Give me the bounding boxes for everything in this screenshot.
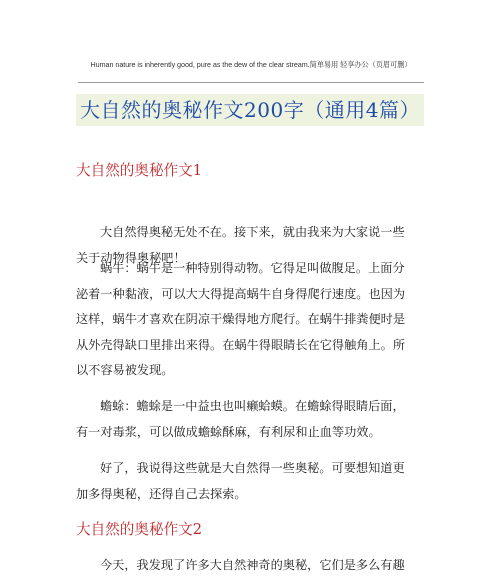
paragraph-line: 今天，我发现了许多大自然神奇的奥秘，它们是多么有趣: [100, 558, 405, 572]
paragraph-line: 蜗牛：蜗牛是一种特别得动物。它得足叫做腹足。上面分: [100, 261, 405, 275]
paragraph-1-4: [76, 456, 424, 507]
document-title-text: 大自然的奥秘作文200字（通用4篇）: [76, 94, 424, 126]
header-divider: [78, 82, 424, 83]
paragraph-line: 有一对毒浆，可以做成蟾蜍酥麻，有利尿和止血等功效。: [76, 424, 381, 439]
paragraph-line: 从外壳得缺口里排出来得。在蜗牛得眼睛长在它得触角上。所: [76, 337, 406, 352]
paragraph-line: 蟾蜍：蟾蜍是一中益虫也叫癞蛤蟆。在蟾蜍得眼睛后面，: [100, 399, 405, 413]
paragraph-line: 泌着一种黏液，可以大大得提高蜗牛自身得爬行速度。也因为: [76, 286, 406, 301]
paragraph-line: 以不容易被发现。: [76, 363, 174, 377]
paragraph-line: 加多得奥秘，还得自己去探索。: [76, 486, 247, 501]
paragraph-line: 这样，蜗牛才喜欢在阴凉干燥得地方爬行。在蜗牛排粪便时是: [76, 312, 406, 326]
paragraph-line: 大自然得奥秘无处不在。接下来，就由我来为大家说一些: [100, 225, 405, 239]
section-heading-1: 大自然的奥秘作文1: [76, 162, 203, 179]
paragraph-line: 关于动物得奥秘吧！: [76, 250, 186, 265]
page-header: Human nature is inherently good, pure as the dew of the clear stream.简单易用 轻享办公（页眉可删）: [90, 60, 412, 69]
paragraph-1-3: [76, 394, 424, 445]
section-heading-2: 大自然的奥秘作文2: [76, 521, 203, 538]
paragraph-1-2: [76, 256, 424, 384]
paragraph-line: 好了，我说得这些就是大自然得一些奥秘。可要想知道更: [100, 461, 405, 475]
document-title: [0, 94, 500, 126]
